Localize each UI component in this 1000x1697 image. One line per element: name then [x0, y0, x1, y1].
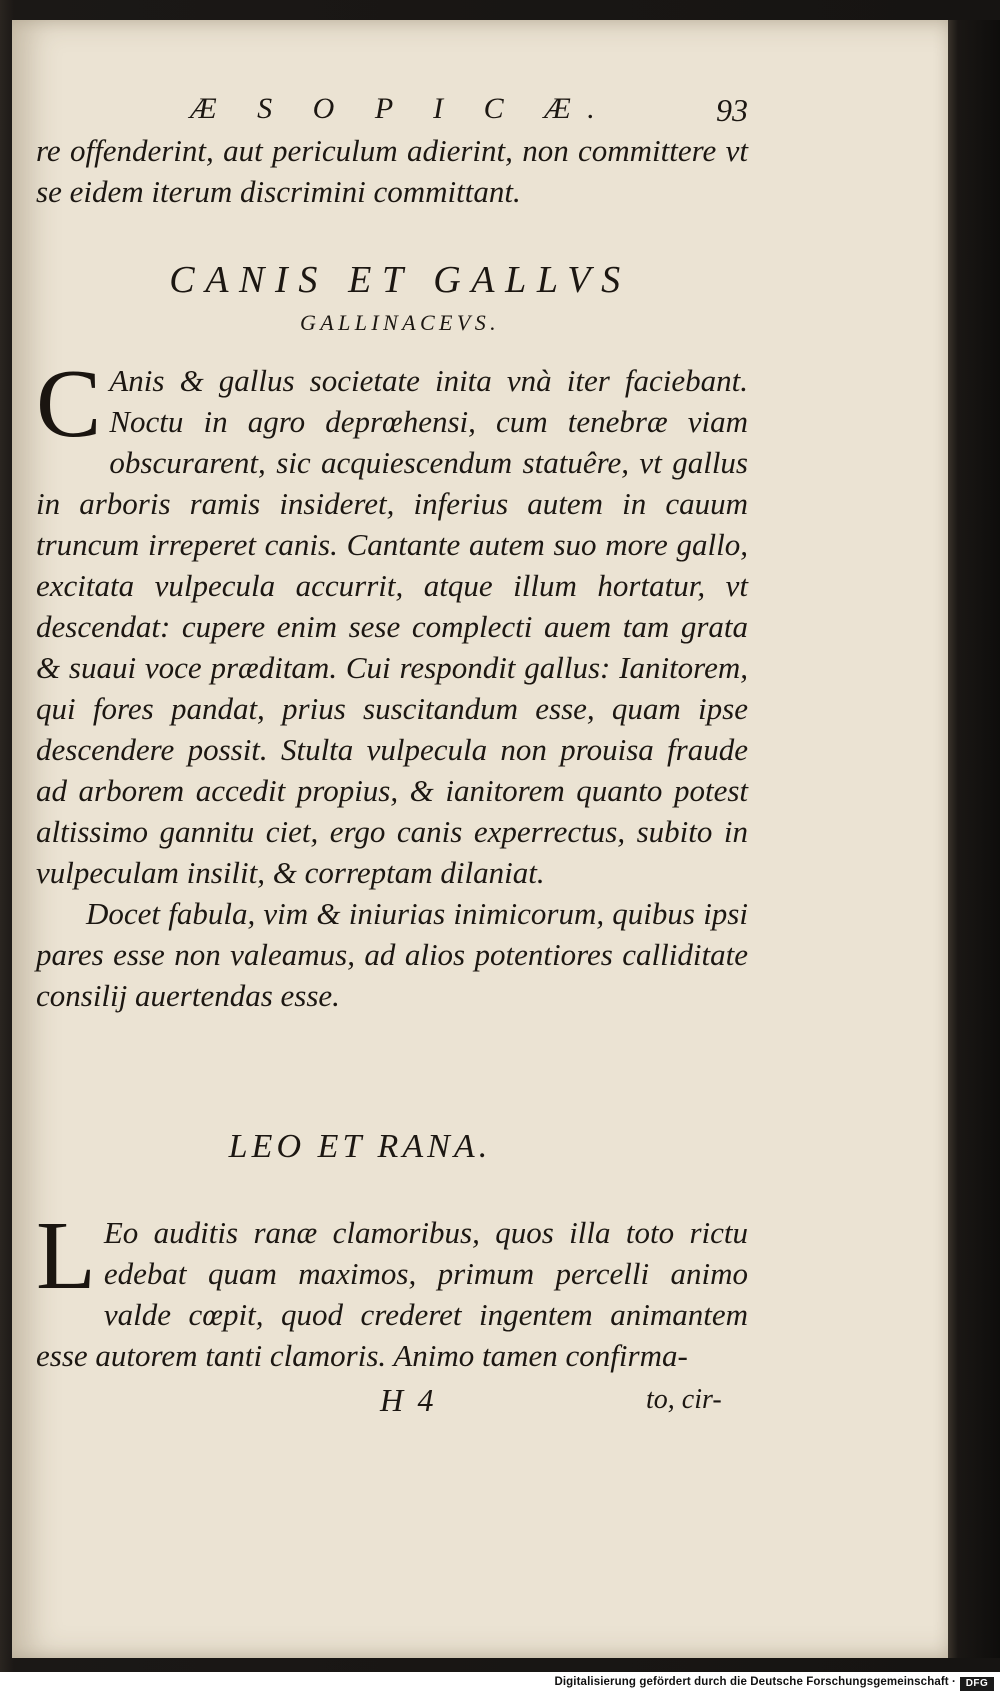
dropcap-c: C — [36, 350, 102, 458]
fable1-body — [36, 350, 748, 893]
page-edge-shadow — [948, 20, 1000, 1658]
fable1-moral: Docet fabula, vim & iniurias inimicorum, quibus ipsi pares esse non valeamus, ad alios potentiores calliditate consilij auertendas esse. — [36, 896, 748, 1013]
signature-mark: H 4 — [380, 1382, 437, 1418]
fable2-body-text: Eo auditis ranæ clamoribus, quos illa toto rictu edebat quam maximos, primum percelli animo valde cœpit, quod crederet ingentem animantem esse autorem tanti clamoris. Animo tamen confirma- — [36, 1215, 748, 1373]
page-number: 93 — [716, 92, 748, 128]
fable1-subtitle: GALLINACEVS. — [299, 310, 501, 335]
dropcap-l: L — [36, 1202, 96, 1310]
fable1-body-text: Anis & gallus societate inita vnà iter faciebant. Noctu in agro deprœhensi, cum tenebræ viam obscurarent, sic acquiescendum statuêre, vt gallus in arboris ramis insideret, inferius autem in cauum truncum irreperet canis. Cantante autem suo more gallo, excitata vulpecula accurrit, atque illum hortatur, vt descendat: cupere enim sese complecti auem tam grata & suaui voce præditam. Cui respondit gallus: Ianitorem, qui fores pandat, prius suscitandum esse, quam ipse descendere possit. Stulta vulpecula non prouisa fraude ad arborem accedit propius, & ianitorem quanto potest altissimo gannitu ciet, ergo canis experrectus, subito in vulpeculam insilit, & correptam dilaniat. — [36, 363, 748, 890]
fable2-body-block — [36, 1202, 748, 1376]
running-head: Æ S O P I C Æ. — [190, 92, 612, 125]
fable2-title: LEO ET RANA. — [228, 1128, 492, 1165]
catchword: to, cir- — [646, 1384, 722, 1415]
fable1-title: CANIS ET GALLVS — [169, 259, 631, 301]
continuation-text: re offenderint, aut periculum adierint, non committere vt se eidem iterum discrimini committant. — [36, 133, 748, 209]
dfg-logo: DFG — [960, 1677, 994, 1691]
footer-bar — [0, 1672, 1000, 1697]
dfg-credit: Digitalisierung gefördert durch die Deutsche Forschungsgemeinschaft · — [554, 1676, 956, 1688]
